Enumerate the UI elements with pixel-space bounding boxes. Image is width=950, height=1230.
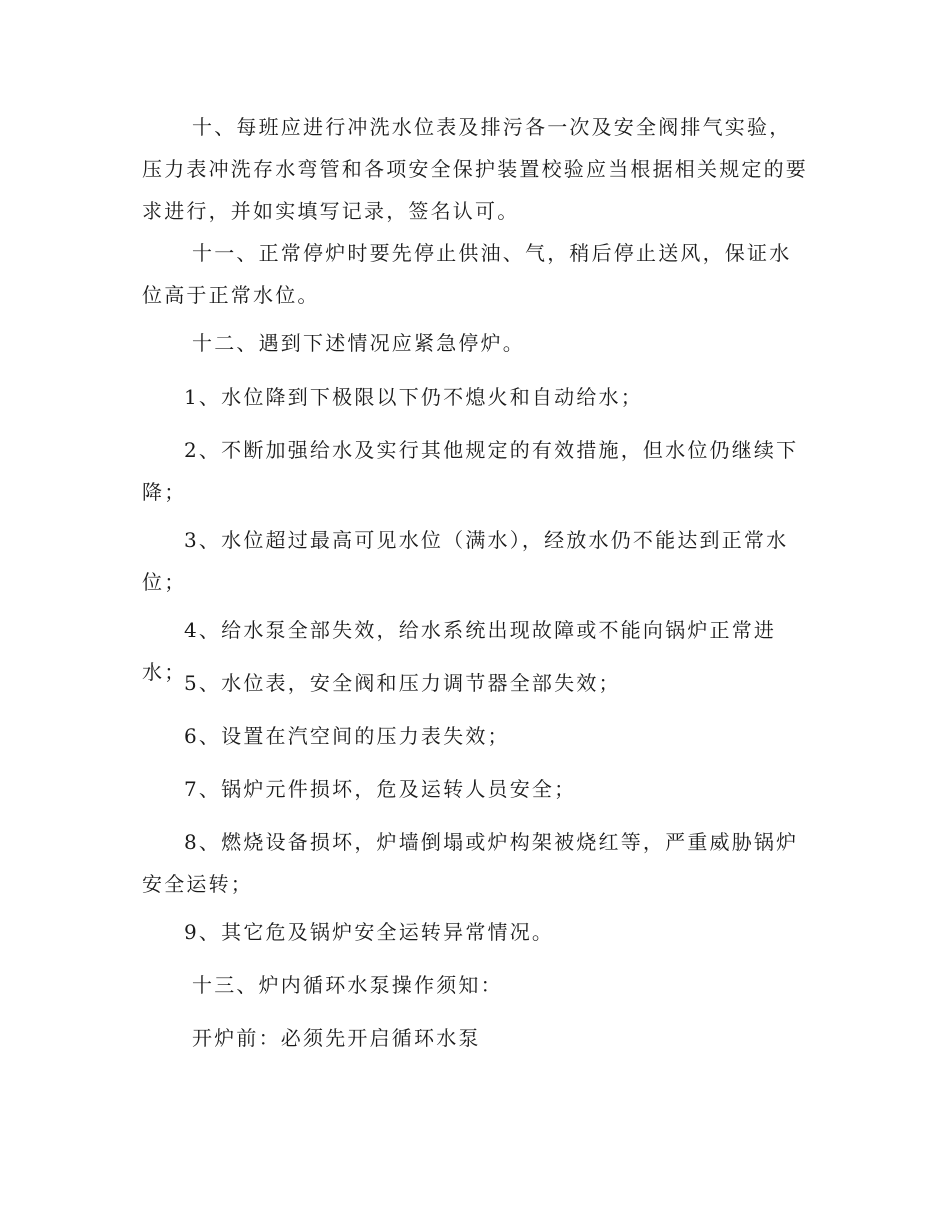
list-item-4: 4、给水泵全部失效，给水系统出现故障或不能向锅炉正常进水；	[142, 618, 777, 684]
paragraph-section-11: 十一、正常停炉时要先停止供油、气，稍后停止送风，保证水位高于正常水位。	[142, 241, 792, 307]
list-item-6: 6、设置在汽空间的压力表失效；	[184, 724, 510, 748]
list-item-2: 2、不断加强给水及实行其他规定的有效措施，但水位仍继续下降；	[142, 438, 799, 504]
paragraph-section-12: 十二、遇到下述情况应紧急停炉。	[192, 331, 525, 355]
list-item-5: 5、水位表，安全阀和压力调节器全部失效；	[184, 671, 621, 695]
paragraph-open-boiler-note: 开炉前：必须先开启循环水泵	[192, 1026, 481, 1050]
list-item-1: 1、水位降到下极限以下仍不熄火和自动给水；	[184, 385, 643, 409]
list-item-3: 3、水位超过最高可见水位（满水），经放水仍不能达到正常水位；	[142, 528, 789, 594]
list-item-8: 8、燃烧设备损坏，炉墙倒塌或炉构架被烧红等，严重威胁锅炉安全运转；	[142, 830, 799, 896]
paragraph-section-13: 十三、炉内循环水泵操作须知：	[192, 973, 503, 997]
paragraph-section-10: 十、每班应进行冲洗水位表及排污各一次及安全阀排气实验，压力表冲洗存水弯管和各项安全保护装置校验应当根据相关规定的要求进行，并如实填写记录，签名认可。	[142, 115, 808, 223]
list-item-9: 9、其它危及锅炉安全运转异常情况。	[184, 920, 555, 944]
list-item-7: 7、锅炉元件损坏，危及运转人员安全；	[184, 777, 577, 801]
